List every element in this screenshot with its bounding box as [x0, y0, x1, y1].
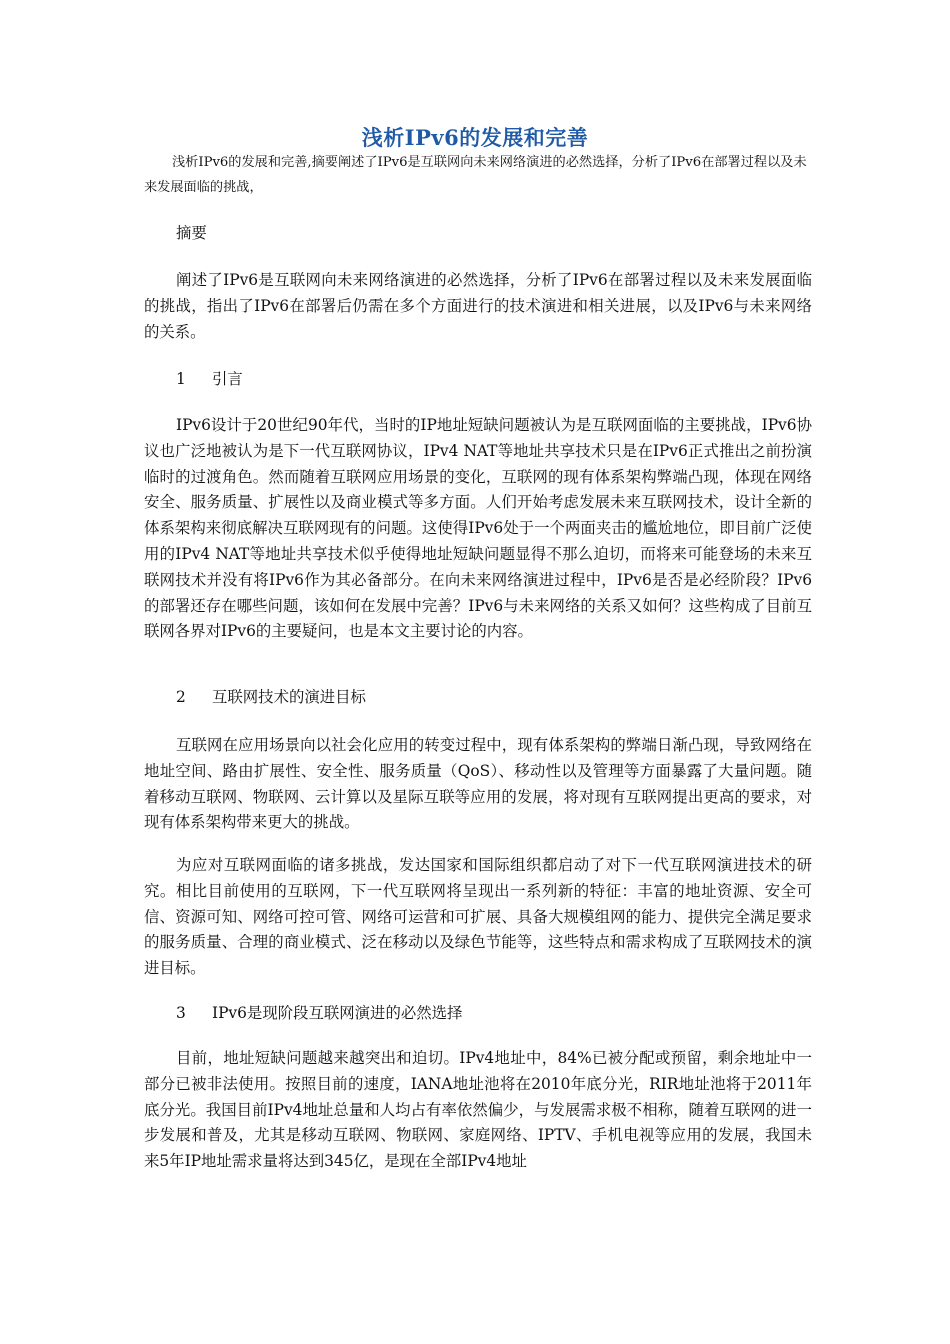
section-heading	[176, 685, 366, 711]
summary-paragraph: 浅析IPv6的发展和完善,摘要阐述了IPv6是互联网向未来网络演进的必然选择，分析了IPv6在部署过程以及未来发展面临的挑战，	[144, 155, 807, 195]
section-title: IPv6是现阶段互联网演进的必然选择	[212, 1004, 463, 1022]
section-paragraph: 为应对互联网面临的诸多挑战，发达国家和国际组织都启动了对下一代互联网演进技术的研究。相比目前使用的互联网，下一代互联网将呈现出一系列新的特征：丰富的地址资源、安全可信、资源可知、网络可控可管、网络可运营和可扩展、具备大规模组网的能力、提供完全满足要求的服务质量、合理的商业模式、泛在移动以及绿色节能等，这些特点和需求构成了互联网技术的演进目标。	[144, 856, 812, 978]
section-number: 2	[176, 688, 186, 706]
section-title: 互联网技术的演进目标	[212, 688, 366, 706]
abstract-paragraph: 阐述了IPv6是互联网向未来网络演进的必然选择，分析了IPv6在部署过程以及未来发展面临的挑战，指出了IPv6在部署后仍需在多个方面进行的技术演进和相关进展，以及IPv6与未来网络的关系。	[144, 271, 812, 341]
section-paragraph: 互联网在应用场景向以社会化应用的转变过程中，现有体系架构的弊端日渐凸现，导致网络在地址空间、路由扩展性、安全性、服务质量（QoS）、移动性以及管理等方面暴露了大量问题。随着移动互联网、物联网、云计算以及星际互联等应用的发展，将对现有互联网提出更高的要求，对现有体系架构带来更大的挑战。	[144, 736, 812, 832]
section-title: 引言	[212, 370, 243, 388]
abstract-heading: 摘要	[176, 224, 207, 242]
document-title: 浅析IPv6的发展和完善	[361, 125, 589, 150]
section-paragraph: IPv6设计于20世纪90年代，当时的IP地址短缺问题被认为是互联网面临的主要挑战，IPv6协议也广泛地被认为是下一代互联网协议，IPv4 NAT等地址共享技术只是在IPv6正式推出之前扮演临时的过渡角色。然而随着互联网应用场景的变化，互联网的现有体系架构弊端凸现，体现在网络安全、服务质量、扩展性以及商业模式等多方面。人们开始考虑发展未来互联网技术，设计全新的体系架构来彻底解决互联网现有的问题。这使得IPv6处于一个两面夹击的尴尬地位，即目前广泛使用的IPv4 NAT等地址共享技术似乎使得地址短缺问题显得不那么迫切，而将来可能登场的未来互联网技术并没有将IPv6作为其必备部分。在向未来网络演进过程中，IPv6是否是必经阶段？IPv6的部署还存在哪些问题，该如何在发展中完善？IPv6与未来网络的关系又如何？这些构成了目前互联网各界对IPv6的主要疑问，也是本文主要讨论的内容。	[144, 416, 812, 641]
section-heading	[176, 367, 243, 393]
section-number: 1	[176, 370, 186, 388]
section-number: 3	[176, 1004, 186, 1022]
section-heading	[176, 1001, 462, 1027]
section-paragraph: 目前，地址短缺问题越来越突出和迫切。IPv4地址中，84%已被分配或预留，剩余地址中一部分已被非法使用。按照目前的速度，IANA地址池将在2010年底分光，RIR地址池将于2011年底分光。我国目前IPv4地址总量和人均占有率依然偏少，与发展需求极不相称，随着互联网的进一步发展和普及，尤其是移动互联网、物联网、家庭网络、IPTV、手机电视等应用的发展，我国未来5年IP地址需求量将达到345亿，是现在全部IPv4地址	[144, 1049, 812, 1171]
